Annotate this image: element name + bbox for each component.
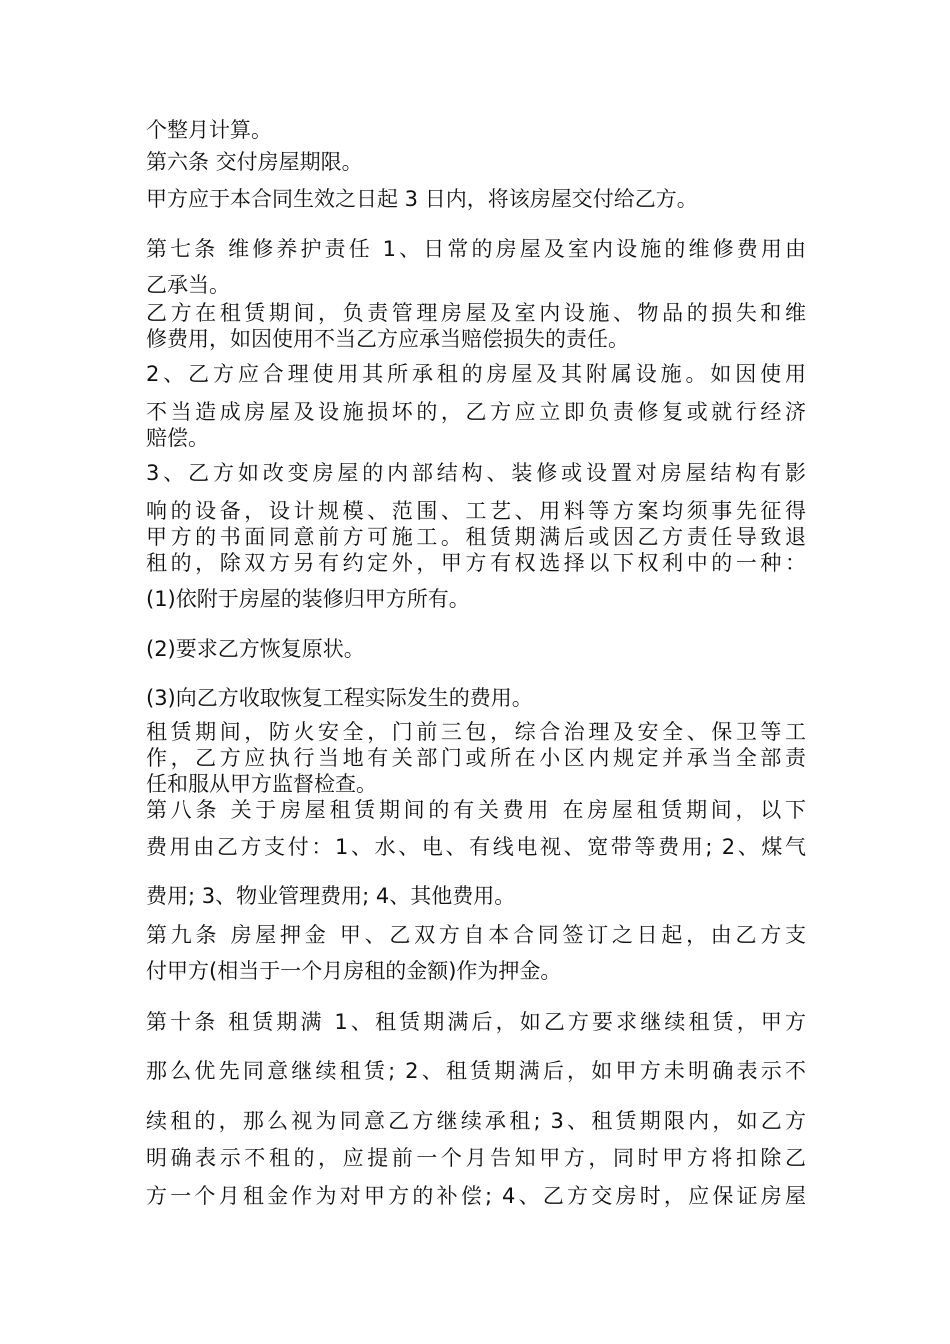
text-line: 个整月计算。 [146,118,272,142]
section-heading: 第十条 租赁期满 1、租赁期满后，如乙方要求继续租赁，甲方 [146,1010,806,1034]
text-line: 任和服从甲方监督检查。 [146,772,377,796]
text-line: 响的设备，设计规模、范围、工艺、用料等方案均须事先征得 [146,499,806,523]
text-line: 甲方的书面同意前方可施工。租赁期满后或因乙方责任导致退 [146,525,806,549]
text-line: 那么优先同意继续租赁; 2、租赁期满后，如甲方未明确表示不 [146,1059,806,1083]
text-line: 费用; 3、物业管理费用; 4、其他费用。 [146,884,516,908]
text-line: 2、乙方应合理使用其所承租的房屋及其附属设施。如因使用 [146,362,806,386]
section-heading: 第九条 房屋押金 甲、乙双方自本合同签订之日起，由乙方支 [146,923,806,947]
section-heading: 第六条 交付房屋期限。 [146,150,363,174]
text-line: 赔偿。 [146,426,209,450]
text-line: 不当造成房屋及设施损坏的，乙方应立即负责修复或就行经济 [146,400,806,424]
text-line: 乙方在租赁期间，负责管理房屋及室内设施、物品的损失和维 [146,301,806,325]
text-line: 甲方应于本合同生效之日起 3 日内，将该房屋交付给乙方。 [146,187,698,211]
text-line: 修费用，如因使用不当乙方应承当赔偿损失的责任。 [146,327,629,351]
text-line: 3、乙方如改变房屋的内部结构、装修或设置对房屋结构有影 [146,461,806,485]
section-heading: 第八条 关于房屋租赁期间的有关费用 在房屋租赁期间，以下 [146,798,806,822]
list-item: (3)向乙方收取恢复工程实际发生的费用。 [146,686,533,710]
text-line: 方一个月租金作为对甲方的补偿; 4、乙方交房时，应保证房屋 [146,1184,806,1208]
text-line: 租赁期间，防火安全，门前三包，综合治理及安全、保卫等工 [146,720,806,744]
text-line: 续租的，那么视为同意乙方继续承租; 3、租赁期限内，如乙方 [146,1109,806,1133]
text-line: 费用由乙方支付：1、水、电、有线电视、宽带等费用; 2、煤气 [146,835,806,859]
list-item: (1)依附于房屋的装修归甲方所有。 [146,587,470,611]
text-line: 乙承当。 [146,273,230,297]
text-line: 作，乙方应执行当地有关部门或所在小区内规定并承当全部责 [146,746,806,770]
list-item: (2)要求乙方恢复原状。 [146,637,365,661]
text-line: 付甲方(相当于一个月房租的金额)作为押金。 [146,959,562,983]
text-line: 明确表示不租的，应提前一个月告知甲方，同时甲方将扣除乙 [146,1146,806,1170]
text-line: 租的，除双方另有约定外，甲方有权选择以下权利中的一种： [146,551,806,575]
section-heading: 第七条 维修养护责任 1、日常的房屋及室内设施的维修费用由 [146,237,806,261]
